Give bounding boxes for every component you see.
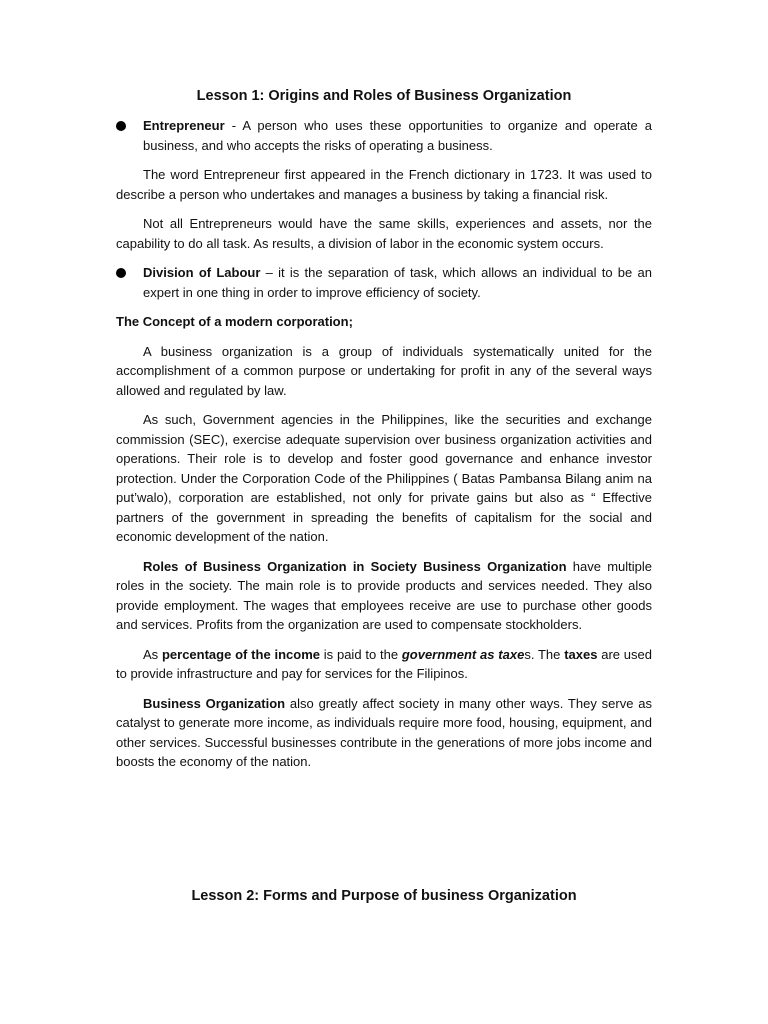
percentage-part4: are used to provide infrastructure and pay for services for the Filipinos.: [116, 646, 652, 681]
paragraph-word-entrepreneur: The word Entrepreneur first appeared in the French dictionary in 1723. It was used to describe a person who undertakes and manages a business by taking a financial risk.: [116, 167, 652, 202]
paragraph-roles: [116, 557, 652, 635]
division-term: Division of Labour: [143, 265, 261, 280]
division-definition: – it is the separation of task, which allows an individual to be an expert in one thing in order to improve efficiency of society.: [143, 265, 652, 300]
roles-rest: have multiple roles in the society. The main role is to provide products and services needed. They also provide employment. The wages that employees receive are use to purchase other goods and services. Profits from the organization are used to compensate stockholders.: [116, 558, 653, 632]
entrepreneur-term: Entrepreneur: [143, 118, 225, 133]
entrepreneur-definition: - A person who uses these opportunities to organize and operate a business, and who accepts the risks of operating a business.: [143, 118, 652, 153]
lesson2-title: Lesson 2: Forms and Purpose of business Organization: [191, 888, 577, 904]
entrepreneur-bullet: [116, 116, 652, 155]
paragraph-not-all: Not all Entrepreneurs would have the same skills, experiences and assets, nor the capability to do all task. As results, a division of labor in the economic system occurs.: [116, 216, 652, 251]
percentage-bold2: taxes: [564, 646, 598, 662]
percentage-bolditalic: government as taxe: [401, 646, 525, 662]
division-text: [143, 263, 652, 302]
lesson1-section: [116, 86, 652, 782]
percentage-part2: is paid to the: [320, 646, 402, 662]
bullet-icon: [116, 268, 126, 278]
percentage-part1: As: [143, 646, 162, 662]
lesson1-title: Lesson 1: Origins and Roles of Business Organization: [196, 88, 572, 104]
bullet-icon: [116, 121, 126, 131]
concept-heading: The Concept of a modern corporation;: [116, 314, 353, 329]
division-bullet: [116, 263, 652, 302]
paragraph-as-such: As such, Government agencies in the Philippines, like the securities and exchange commission (SEC), exercise adequate supervision over business organization activities and operations. Their role is to develop and foster good governance and enhance investor protection. Under the Corporation Code of the Philippines ( Batas Pambansa Bilang anim na put’walo), corporation are established, not only for private gains but also as “ Effective partners of the government in spreading the benefits of capitalism for the social and economic development of the nation.: [116, 412, 652, 544]
percentage-bold1: percentage of the income: [161, 646, 320, 662]
affect-bold: Business Organization: [143, 695, 286, 711]
affect-rest: also greatly affect society in many other ways. They serve as catalyst to generate more income, as individuals require more food, housing, equipment, and other services. Successful businesses contribute in the generations of more jobs income and boosts the economy of the nation.: [116, 695, 652, 769]
paragraph-business-org-affect: [116, 694, 652, 772]
paragraph-business-org: A business organization is a group of individuals systematically united for the accomplishment of a common purpose or undertaking for profit in any of the several ways allowed and regulated by law.: [116, 343, 652, 398]
paragraph-percentage: [116, 645, 652, 684]
percentage-part3: s. The: [524, 646, 565, 662]
roles-bold: Roles of Business Organization in Society Business Organization: [143, 558, 567, 574]
entrepreneur-text: [143, 116, 652, 155]
